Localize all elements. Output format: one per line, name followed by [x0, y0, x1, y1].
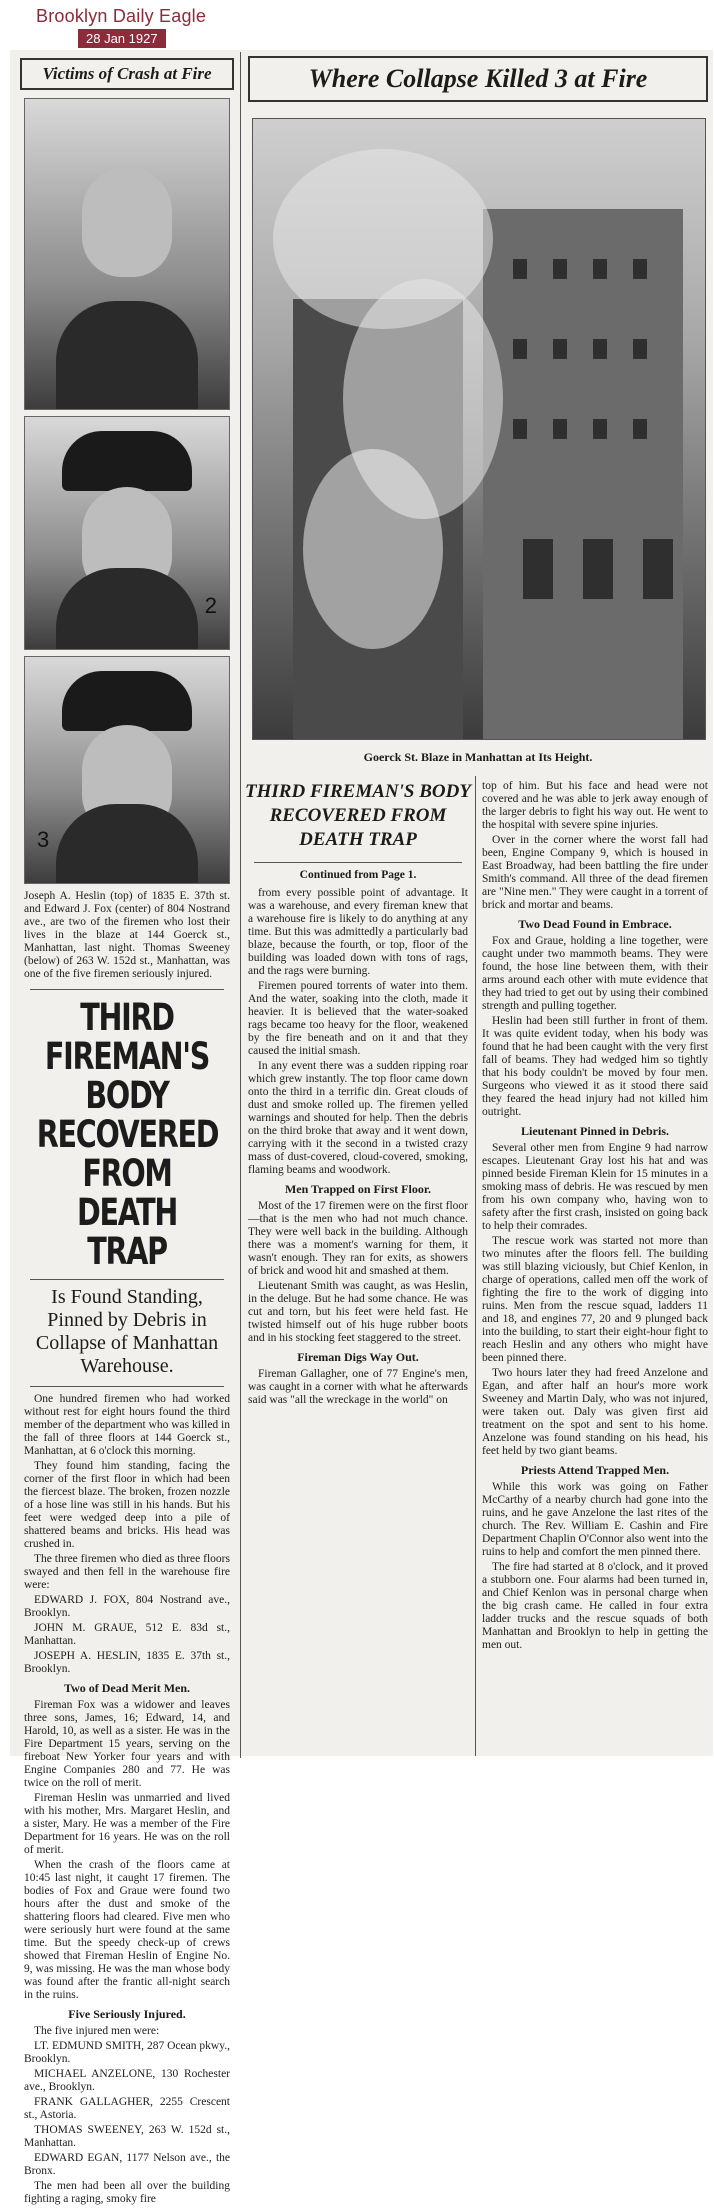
article-paragraph: Several other men from Engine 9 had narrow escapes. Lieutenant Gray lost his hat and was pinned beside Fireman Klein for 15 minutes in a smoking mass of debris. He was rescued by men from his own company who, having won to safety after the first crash, insisted on going back to help their comrades.: [482, 1142, 708, 1232]
subhead-trapped: Men Trapped on First Floor.: [284, 1182, 432, 1196]
newspaper-name: Brooklyn Daily Eagle: [36, 6, 207, 26]
article-paragraph: Heslin had been still further in front of them. It was quite evident today, when his body was found that he had been caught with the very first fall of beams. They had wedged him so tightly that his body couldn't be moved by four men. Surgeons who viewed it as it stood there said they feared the head injury had not killed him outright.: [482, 1015, 708, 1118]
mid-article-body: [248, 887, 468, 1407]
article-paragraph: While this work was going on Father McCarthy of a nearby church had gone into the ruins, and he gave Anzelone the last rites of the church. The Rev. William E. Cashin and Fire Department Chaplin O'Connor also went into the ruins to help and comfort the men pinned there.: [482, 1481, 708, 1558]
subhead-digs: Fireman Digs Way Out.: [297, 1350, 419, 1364]
mid-headline: THIRD FIREMAN'S BODY RECOVERED FROM DEATH TRAP: [245, 781, 471, 850]
article-paragraph: top of him. But his face and head were not covered and he was able to jerk away enough of the larger debris to fight his way out. He went to the hospital with severe spine injuries.: [482, 780, 708, 831]
subhead-embrace: Two Dead Found in Embrace.: [518, 917, 672, 931]
photo-number: 2: [204, 593, 217, 618]
article-paragraph: Over in the corner where the worst fall had been, Engine Company 9, which is housed in East Broadway, had been battling the fire under Smith's command. All three of the dead firemen are "Nine men." They were caught in a torrent of brick and mortar and beams.: [482, 834, 708, 911]
subhead-priests: Priests Attend Trapped Men.: [520, 1463, 670, 1477]
fire-photo-caption: Goerck St. Blaze in Manhattan at Its Height.: [363, 750, 593, 764]
injured-entry: THOMAS SWEENEY, 263 W. 152d st., Manhattan.: [24, 2124, 230, 2149]
middle-column: [244, 780, 472, 1409]
photo-number: 3: [37, 827, 50, 852]
subhead-pinned: Lieutenant Pinned in Debris.: [520, 1124, 670, 1138]
article-paragraph: When the crash of the floors came at 10:45 last night, it caught 17 firemen. The bodies of Fox and Graue were found two hours after the dust and smoke of the shattering floors had cleared. Five men who were seriously hurt were found at the same time. But the speedy check-up of crews showed that Fireman Heslin of Engine No. 9, was missing. He was the man whose body was found after the frantic all-night search in the ruins.: [24, 1859, 230, 2001]
article-paragraph: from every possible point of advantage. It was a warehouse, and every fireman knew that a warehouse fire is likely to do anything at any time. But this was admittedly a particularly bad blaze, because the fourth, or top, floor of the building was loaded down with tons of rags, and the rags were burning.: [248, 887, 468, 977]
victim-entry: JOHN M. GRAUE, 512 E. 83d st., Manhattan.: [24, 1622, 230, 1647]
article-paragraph: Fox and Graue, holding a line together, were caught under two mammoth beams. They were found, the hose line between them, with their arms around each other with mute evidence that they had tried to get out by using their combined strength and pulling together.: [482, 935, 708, 1012]
victim-entry: EDWARD J. FOX, 804 Nostrand ave., Brooklyn.: [24, 1594, 230, 1619]
photo-fox: [24, 416, 230, 650]
main-photo-title: Where Collapse Killed 3 at Fire: [248, 56, 708, 102]
clipping-header: [36, 6, 206, 48]
column-rule: [475, 776, 476, 1756]
clipping-date: 28 Jan 1927: [78, 29, 166, 48]
injured-entry: FRANK GALLAGHER, 2255 Crescent st., Astoria.: [24, 2096, 230, 2121]
article-paragraph: They found him standing, facing the corner of the first floor in which had been the fiercest blaze. The broken, frozen nozzle of a hose line was still in his hands. But his feet were wedged deep into a pile of shattered beams and bricks. His head was crushed in.: [24, 1460, 230, 1550]
photo-sweeney: [24, 656, 230, 884]
article-paragraph: In any event there was a sudden ripping roar which grew instantly. The top floor came down onto the third in a terrific din. Great clouds of dust and smoke rolled up. The firemen yelled warnings and shouted for help. Then the debris on the third broke that away and it went down, carrying with it the second in a twisted crazy mass of dust-covered, cloud-covered, smoking, flaming beams and woodwork.: [248, 1060, 468, 1176]
column-rule: [240, 52, 241, 1758]
left-headline: THIRD FIREMAN'S BODY RECOVERED FROM DEATH TRAP: [36, 996, 219, 1273]
article-paragraph: Two hours later they had freed Anzelone and Egan, and after half an hour's more work Sweeney and Martin Daly, who was not injured, were taken out. Daly was given first aid treatment on the spot and sent to his home. Anzelone was found standing on his head, his feet held by two giant beams.: [482, 1367, 708, 1457]
article-paragraph: The three firemen who died as three floors swayed and then fell in the warehouse fire were:: [24, 1553, 230, 1591]
fire-photo: [252, 118, 706, 740]
victims-box-title: Victims of Crash at Fire: [20, 58, 234, 90]
left-deck: Is Found Standing, Pinned by Debris in Collapse of Manhattan Warehouse.: [35, 1286, 219, 1377]
left-column: [20, 58, 234, 2208]
photo-caption-victims: Joseph A. Heslin (top) of 1835 E. 37th st. and Edward J. Fox (center) of 804 Nostrand ave., are two of the firemen who lost their lives in the blaze at 144 Goerck st., Manhattan, last night. Thomas Sweeney (below) of 263 W. 152d st., Manhattan, was one of the five firemen seriously injured.: [24, 890, 230, 980]
article-paragraph: Firemen poured torrents of water into them. And the water, soaking into the cloth, made it heavier. It is believed that the water-soaked rags became too heavy for the floor, weakened by the fire beneath and on it and that they caused the initial smash.: [248, 980, 468, 1057]
article-paragraph: The men had been all over the building fighting a raging, smoky fire: [24, 2180, 230, 2205]
injured-entry: LT. EDMUND SMITH, 287 Ocean pkwy., Brooklyn.: [24, 2040, 230, 2065]
article-paragraph: Lieutenant Smith was caught, as was Heslin, in the deluge. But he had some chance. He was cut and torn, but his feet were held fast. He twisted himself out of his huge rubber boots and in his stocking feet staggered to the street.: [248, 1280, 468, 1344]
article-paragraph: Fireman Fox was a widower and leaves three sons, James, 16; Edward, 14, and Harold, 10, as well as a sister. He was in the Fire Department 15 years, serving on the fireboat New Yorker four years and with Engine Companies 280 and 77. He was twice on the roll of merit.: [24, 1699, 230, 1789]
article-paragraph: The rescue work was started not more than two minutes after the floors fell. The building was still blazing viciously, but Chief Kenlon, in charge of operations, called men off the work of fighting the fire to the work of digging into ruins. Men from the rescue squad, ladders 11 and 18, and engines 77, 20 and 9 plunged back into the building, to start their eight-hour fight to reach Heslin and any others who might have been pinned there.: [482, 1235, 708, 1364]
article-paragraph: The five injured men were:: [34, 2025, 160, 2037]
victim-entry: JOSEPH A. HESLIN, 1835 E. 37th st., Brooklyn.: [24, 1650, 230, 1675]
photo-heslin: [24, 98, 230, 410]
subhead-injured: Five Seriously Injured.: [68, 2007, 186, 2021]
continued-note: Continued from Page 1.: [299, 869, 417, 881]
article-paragraph: The fire had started at 8 o'clock, and it proved a stubborn one. Four alarms had been turned in, and Chief Kenlon was in personal charge when the big crash came. He called in four extra ladder trucks and the rescue squads of both Manhattan and Brooklyn to help in getting the men out.: [482, 1561, 708, 1651]
article-paragraph: Fireman Heslin was unmarried and lived with his mother, Mrs. Margaret Heslin, and a sister, Mary. He was a member of the Fire Department for 16 years. He was on the roll of merit.: [24, 1792, 230, 1856]
right-article-body: [482, 780, 708, 1652]
article-paragraph: One hundred firemen who had worked without rest for eight hours found the third member of the department who was killed in the fall of three floors at 144 Goerck st., Manhattan, at 6 o'clock this morning.: [24, 1393, 230, 1457]
left-article-body: [24, 1393, 230, 2206]
right-column: [478, 780, 712, 1654]
article-paragraph: Most of the 17 firemen were on the first floor—that is the men who had not much chance. They were well back in the building. Although there was a moment's warning for them, it wasn't enough. They ran for exits, as showers of brick and wood hit and smashed at them.: [248, 1200, 468, 1277]
injured-entry: EDWARD EGAN, 1177 Nelson ave., the Bronx.: [24, 2152, 230, 2177]
injured-entry: MICHAEL ANZELONE, 130 Rochester ave., Brooklyn.: [24, 2068, 230, 2093]
article-paragraph: Fireman Gallagher, one of 77 Engine's men, was caught in a corner with what he afterwards said was "all the wreckage in the world" on: [248, 1368, 468, 1406]
subhead-merit: Two of Dead Merit Men.: [63, 1681, 191, 1695]
